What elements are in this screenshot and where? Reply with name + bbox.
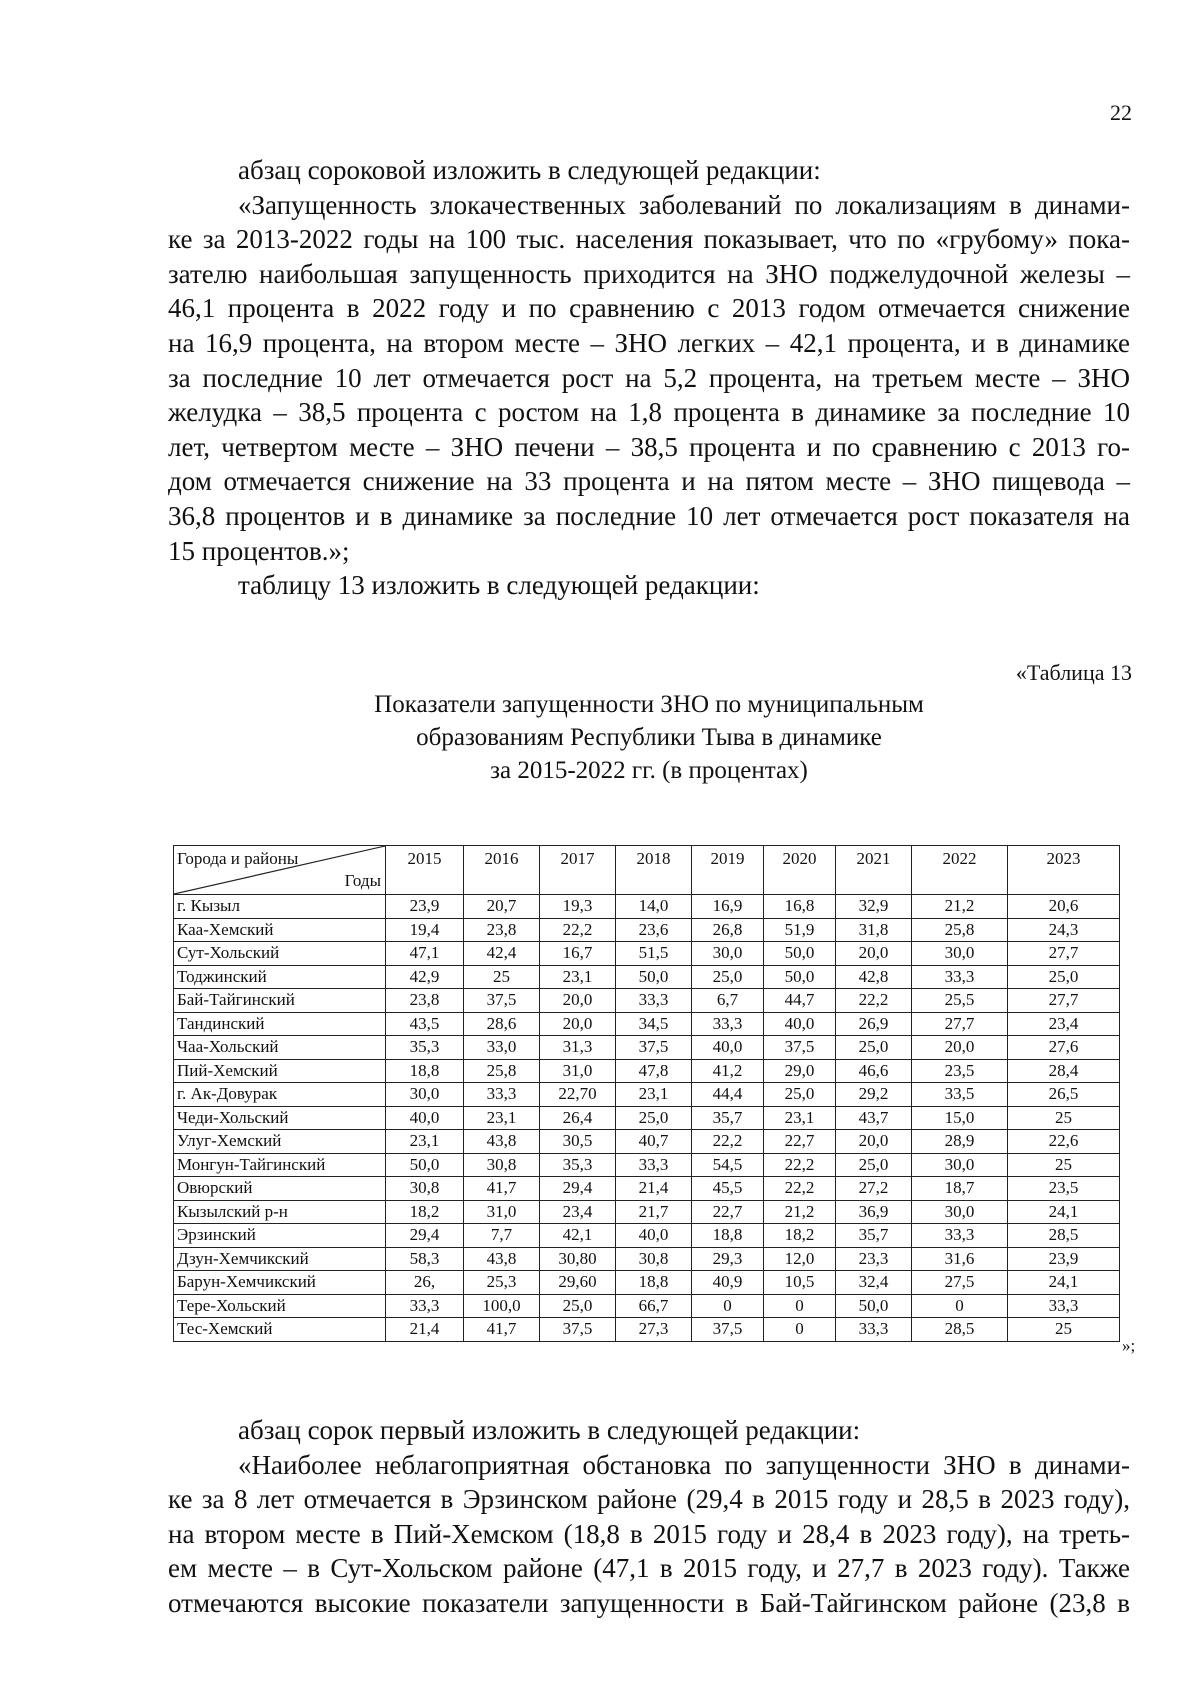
value-cell: 36,9	[836, 1200, 912, 1224]
value-cell: 25,0	[836, 1036, 912, 1060]
intro-text	[168, 153, 1130, 603]
value-cell: 50,0	[616, 965, 692, 989]
year-header: 2015	[386, 846, 464, 895]
value-cell: 31,8	[836, 918, 912, 942]
value-cell: 23,4	[1008, 1012, 1120, 1036]
district-name-cell: г. Кызыл	[174, 895, 386, 919]
value-cell: 35,7	[692, 1106, 764, 1130]
value-cell: 44,7	[764, 989, 836, 1013]
value-cell: 29,4	[540, 1177, 616, 1201]
value-cell: 33,3	[836, 1318, 912, 1342]
table-row	[174, 1012, 1120, 1036]
table-row	[174, 1153, 1120, 1177]
value-cell: 25,0	[764, 1083, 836, 1107]
value-cell: 26,8	[692, 918, 764, 942]
value-cell: 22,2	[692, 1130, 764, 1154]
value-cell: 7,7	[464, 1224, 540, 1248]
table-row	[174, 918, 1120, 942]
table-row	[174, 942, 1120, 966]
value-cell: 46,6	[836, 1059, 912, 1083]
value-cell: 42,8	[836, 965, 912, 989]
value-cell: 51,5	[616, 942, 692, 966]
value-cell: 33,3	[386, 1294, 464, 1318]
value-cell: 23,3	[836, 1247, 912, 1271]
table-row	[174, 1318, 1120, 1342]
value-cell: 22,7	[692, 1200, 764, 1224]
value-cell: 40,0	[616, 1224, 692, 1248]
value-cell: 10,5	[764, 1271, 836, 1295]
value-cell: 27,2	[836, 1177, 912, 1201]
value-cell: 25	[1008, 1318, 1120, 1342]
district-name-cell: Овюрский	[174, 1177, 386, 1201]
value-cell: 37,5	[764, 1036, 836, 1060]
corner-header-cell	[174, 846, 386, 895]
table-label: «Таблица 13	[1015, 660, 1132, 685]
value-cell: 30,5	[540, 1130, 616, 1154]
value-cell: 25	[1008, 1106, 1120, 1130]
value-cell: 21,4	[616, 1177, 692, 1201]
value-cell: 27,5	[912, 1271, 1008, 1295]
value-cell: 0	[912, 1294, 1008, 1318]
value-cell: 30,0	[912, 1153, 1008, 1177]
value-cell: 41,2	[692, 1059, 764, 1083]
value-cell: 20,6	[1008, 895, 1120, 919]
year-header: 2021	[836, 846, 912, 895]
value-cell: 25,5	[912, 989, 1008, 1013]
value-cell: 26,5	[1008, 1083, 1120, 1107]
value-cell: 20,7	[464, 895, 540, 919]
value-cell: 29,2	[836, 1083, 912, 1107]
value-cell: 23,1	[616, 1083, 692, 1107]
corner-top-label: Города и районы	[177, 849, 299, 868]
value-cell: 23,6	[616, 918, 692, 942]
value-cell: 27,3	[616, 1318, 692, 1342]
value-cell: 31,0	[540, 1059, 616, 1083]
value-cell: 12,0	[764, 1247, 836, 1271]
table-title-line: Показатели запущенности ЗНО по муниципальным	[374, 691, 924, 718]
value-cell: 50,0	[764, 965, 836, 989]
value-cell: 6,7	[692, 989, 764, 1013]
value-cell: 26,	[386, 1271, 464, 1295]
value-cell: 15,0	[912, 1106, 1008, 1130]
value-cell: 19,4	[386, 918, 464, 942]
value-cell: 25,0	[692, 965, 764, 989]
value-cell: 14,0	[616, 895, 692, 919]
value-cell: 37,5	[540, 1318, 616, 1342]
value-cell: 18,2	[764, 1224, 836, 1248]
value-cell: 45,5	[692, 1177, 764, 1201]
outro-line: «Наиболее неблагоприятная обстановка по запущенности ЗНО в динами-	[238, 1449, 1130, 1480]
value-cell: 22,70	[540, 1083, 616, 1107]
table-row	[174, 1224, 1120, 1248]
value-cell: 40,0	[692, 1036, 764, 1060]
table-row	[174, 1036, 1120, 1060]
value-cell: 37,5	[692, 1318, 764, 1342]
table-row	[174, 1200, 1120, 1224]
value-cell: 27,7	[1008, 942, 1120, 966]
district-name-cell: Монгун-Тайгинский	[174, 1153, 386, 1177]
value-cell: 35,7	[836, 1224, 912, 1248]
value-cell: 25	[464, 965, 540, 989]
value-cell: 30,0	[692, 942, 764, 966]
value-cell: 19,3	[540, 895, 616, 919]
district-name-cell: Пий-Хемский	[174, 1059, 386, 1083]
district-name-cell: Сут-Хольский	[174, 942, 386, 966]
value-cell: 37,5	[616, 1036, 692, 1060]
value-cell: 30,8	[464, 1153, 540, 1177]
value-cell: 23,8	[464, 918, 540, 942]
value-cell: 28,5	[1008, 1224, 1120, 1248]
table-title-line: образованиям Республики Тыва в динамике	[416, 724, 882, 751]
value-cell: 30,0	[912, 1200, 1008, 1224]
value-cell: 27,7	[1008, 989, 1120, 1013]
intro-line: 15 процентов.»;	[168, 535, 350, 566]
value-cell: 43,5	[386, 1012, 464, 1036]
value-cell: 0	[764, 1294, 836, 1318]
value-cell: 33,3	[464, 1083, 540, 1107]
table-title	[168, 688, 1130, 787]
value-cell: 33,3	[616, 989, 692, 1013]
value-cell: 26,4	[540, 1106, 616, 1130]
value-cell: 31,0	[464, 1200, 540, 1224]
intro-line: за последние 10 лет отмечается рост на 5,2 процента, на третьем месте – ЗНО	[168, 362, 1130, 393]
table-row	[174, 1177, 1120, 1201]
table-row	[174, 1294, 1120, 1318]
value-cell: 20,0	[912, 1036, 1008, 1060]
value-cell: 42,9	[386, 965, 464, 989]
value-cell: 51,9	[764, 918, 836, 942]
value-cell: 21,7	[616, 1200, 692, 1224]
year-header: 2016	[464, 846, 540, 895]
value-cell: 35,3	[386, 1036, 464, 1060]
value-cell: 25	[1008, 1153, 1120, 1177]
value-cell: 54,5	[692, 1153, 764, 1177]
table-row	[174, 989, 1120, 1013]
value-cell: 18,2	[386, 1200, 464, 1224]
value-cell: 24,3	[1008, 918, 1120, 942]
value-cell: 31,3	[540, 1036, 616, 1060]
district-name-cell: Тандинский	[174, 1012, 386, 1036]
value-cell: 33,3	[912, 1224, 1008, 1248]
value-cell: 30,8	[616, 1247, 692, 1271]
value-cell: 33,5	[912, 1083, 1008, 1107]
value-cell: 25,8	[912, 918, 1008, 942]
value-cell: 43,8	[464, 1247, 540, 1271]
value-cell: 28,5	[912, 1318, 1008, 1342]
value-cell: 23,1	[464, 1106, 540, 1130]
value-cell: 23,5	[912, 1059, 1008, 1083]
value-cell: 26,9	[836, 1012, 912, 1036]
district-name-cell: Улуг-Хемский	[174, 1130, 386, 1154]
value-cell: 21,2	[912, 895, 1008, 919]
value-cell: 25,3	[464, 1271, 540, 1295]
table-row	[174, 1247, 1120, 1271]
intro-line: таблицу 13 изложить в следующей редакции:	[238, 570, 760, 601]
year-header: 2023	[1008, 846, 1120, 895]
page-number: 22	[1110, 100, 1132, 125]
intro-line: «Запущенность злокачественных заболеваний по локализациям в динами-	[238, 189, 1130, 220]
corner-bottom-label: Годы	[344, 871, 381, 890]
value-cell: 50,0	[386, 1153, 464, 1177]
value-cell: 100,0	[464, 1294, 540, 1318]
district-name-cell: Дзун-Хемчикский	[174, 1247, 386, 1271]
value-cell: 29,60	[540, 1271, 616, 1295]
value-cell: 34,5	[616, 1012, 692, 1036]
intro-line: 36,8 процентов и в динамике за последние 10 лет отмечается рост показателя на	[168, 500, 1130, 531]
intro-line: на 16,9 процента, на втором месте – ЗНО легких – 42,1 процента, и в динамике	[168, 327, 1130, 358]
intro-line: абзац сороковой изложить в следующей редакции:	[238, 155, 821, 185]
value-cell: 33,3	[912, 965, 1008, 989]
intro-line: 46,1 процента в 2022 году и по сравнению с 2013 годом отмечается снижение	[168, 293, 1130, 324]
district-name-cell: Каа-Хемский	[174, 918, 386, 942]
value-cell: 29,4	[386, 1224, 464, 1248]
value-cell: 29,0	[764, 1059, 836, 1083]
value-cell: 25,0	[540, 1294, 616, 1318]
year-header: 2020	[764, 846, 836, 895]
outro-line: ем месте – в Сут-Хольском районе (47,1 в 2015 году, и 27,7 в 2023 году). Также	[168, 1553, 1130, 1584]
value-cell: 25,0	[616, 1106, 692, 1130]
intro-line: лет, четвертом месте – ЗНО печени – 38,5 процента и по сравнению с 2013 го-	[168, 431, 1130, 462]
value-cell: 40,9	[692, 1271, 764, 1295]
value-cell: 33,3	[1008, 1294, 1120, 1318]
value-cell: 18,8	[616, 1271, 692, 1295]
value-cell: 33,0	[464, 1036, 540, 1060]
value-cell: 23,1	[540, 965, 616, 989]
district-name-cell: г. Ак-Довурак	[174, 1083, 386, 1107]
value-cell: 43,8	[464, 1130, 540, 1154]
value-cell: 47,8	[616, 1059, 692, 1083]
value-cell: 35,3	[540, 1153, 616, 1177]
value-cell: 28,9	[912, 1130, 1008, 1154]
value-cell: 20,0	[540, 1012, 616, 1036]
value-cell: 16,7	[540, 942, 616, 966]
intro-line: зателю наибольшая запущенность приходится на ЗНО поджелудочной железы –	[168, 258, 1130, 289]
value-cell: 29,3	[692, 1247, 764, 1271]
value-cell: 66,7	[616, 1294, 692, 1318]
value-cell: 30,80	[540, 1247, 616, 1271]
district-name-cell: Тере-Хольский	[174, 1294, 386, 1318]
value-cell: 22,7	[764, 1130, 836, 1154]
value-cell: 42,4	[464, 942, 540, 966]
value-cell: 37,5	[464, 989, 540, 1013]
value-cell: 27,6	[1008, 1036, 1120, 1060]
year-header: 2019	[692, 846, 764, 895]
value-cell: 24,1	[1008, 1200, 1120, 1224]
value-cell: 42,1	[540, 1224, 616, 1248]
table-body	[174, 895, 1120, 1342]
value-cell: 25,0	[836, 1153, 912, 1177]
data-table	[173, 845, 1120, 1342]
value-cell: 20,0	[540, 989, 616, 1013]
table-row	[174, 895, 1120, 919]
outro-text	[168, 1413, 1130, 1621]
value-cell: 27,7	[912, 1012, 1008, 1036]
table-title-line: за 2015-2022 гг. (в процентах)	[490, 757, 808, 784]
value-cell: 32,9	[836, 895, 912, 919]
value-cell: 22,6	[1008, 1130, 1120, 1154]
value-cell: 22,2	[764, 1153, 836, 1177]
value-cell: 40,0	[764, 1012, 836, 1036]
value-cell: 21,4	[386, 1318, 464, 1342]
district-name-cell: Барун-Хемчикский	[174, 1271, 386, 1295]
value-cell: 58,3	[386, 1247, 464, 1271]
table-row	[174, 1059, 1120, 1083]
year-header: 2018	[616, 846, 692, 895]
value-cell: 30,8	[386, 1177, 464, 1201]
value-cell: 23,9	[386, 895, 464, 919]
value-cell: 16,8	[764, 895, 836, 919]
value-cell: 50,0	[836, 1294, 912, 1318]
value-cell: 18,7	[912, 1177, 1008, 1201]
outro-line: абзац сорок первый изложить в следующей редакции:	[238, 1415, 861, 1445]
district-name-cell: Кызылский р-н	[174, 1200, 386, 1224]
value-cell: 22,2	[540, 918, 616, 942]
value-cell: 30,0	[912, 942, 1008, 966]
value-cell: 31,6	[912, 1247, 1008, 1271]
district-name-cell: Эрзинский	[174, 1224, 386, 1248]
value-cell: 16,9	[692, 895, 764, 919]
value-cell: 25,8	[464, 1059, 540, 1083]
value-cell: 25,0	[1008, 965, 1120, 989]
value-cell: 20,0	[836, 942, 912, 966]
district-name-cell: Бай-Тайгинский	[174, 989, 386, 1013]
value-cell: 50,0	[764, 942, 836, 966]
intro-line: желудка – 38,5 процента с ростом на 1,8 процента в динамике за последние 10	[168, 397, 1130, 428]
value-cell: 0	[692, 1294, 764, 1318]
table-end-mark: »;	[1122, 1336, 1136, 1355]
table-header-row	[174, 846, 1120, 895]
value-cell: 41,7	[464, 1318, 540, 1342]
value-cell: 23,4	[540, 1200, 616, 1224]
value-cell: 23,5	[1008, 1177, 1120, 1201]
value-cell: 32,4	[836, 1271, 912, 1295]
value-cell: 30,0	[386, 1083, 464, 1107]
value-cell: 20,0	[836, 1130, 912, 1154]
district-name-cell: Чаа-Хольский	[174, 1036, 386, 1060]
year-header: 2022	[912, 846, 1008, 895]
value-cell: 23,1	[386, 1130, 464, 1154]
value-cell: 18,8	[386, 1059, 464, 1083]
outro-line: отмечаются высокие показатели запущенности в Бай-Тайгинском районе (23,8 в	[168, 1587, 1130, 1618]
value-cell: 23,1	[764, 1106, 836, 1130]
value-cell: 43,7	[836, 1106, 912, 1130]
value-cell: 40,0	[386, 1106, 464, 1130]
outro-line: ке за 8 лет отмечается в Эрзинском районе (29,4 в 2015 году и 28,5 в 2023 году),	[168, 1484, 1130, 1515]
value-cell: 23,8	[386, 989, 464, 1013]
table-row	[174, 965, 1120, 989]
value-cell: 41,7	[464, 1177, 540, 1201]
value-cell: 40,7	[616, 1130, 692, 1154]
intro-line: дом отмечается снижение на 33 процента и на пятом месте – ЗНО пищевода –	[168, 466, 1130, 497]
value-cell: 22,2	[764, 1177, 836, 1201]
outro-line: на втором месте в Пий-Хемском (18,8 в 2015 году и 28,4 в 2023 году), на треть-	[168, 1518, 1130, 1549]
value-cell: 33,3	[616, 1153, 692, 1177]
value-cell: 0	[764, 1318, 836, 1342]
value-cell: 28,6	[464, 1012, 540, 1036]
year-header: 2017	[540, 846, 616, 895]
value-cell: 44,4	[692, 1083, 764, 1107]
table-row	[174, 1083, 1120, 1107]
intro-line: ке за 2013-2022 годы на 100 тыс. населения показывает, что по «грубому» пока-	[168, 224, 1130, 255]
district-name-cell: Тес-Хемский	[174, 1318, 386, 1342]
value-cell: 21,2	[764, 1200, 836, 1224]
district-name-cell: Чеди-Хольский	[174, 1106, 386, 1130]
value-cell: 33,3	[692, 1012, 764, 1036]
value-cell: 23,9	[1008, 1247, 1120, 1271]
district-name-cell: Тоджинский	[174, 965, 386, 989]
table-row	[174, 1271, 1120, 1295]
value-cell: 47,1	[386, 942, 464, 966]
table-row	[174, 1130, 1120, 1154]
value-cell: 24,1	[1008, 1271, 1120, 1295]
table-row	[174, 1106, 1120, 1130]
value-cell: 22,2	[836, 989, 912, 1013]
value-cell: 18,8	[692, 1224, 764, 1248]
value-cell: 28,4	[1008, 1059, 1120, 1083]
